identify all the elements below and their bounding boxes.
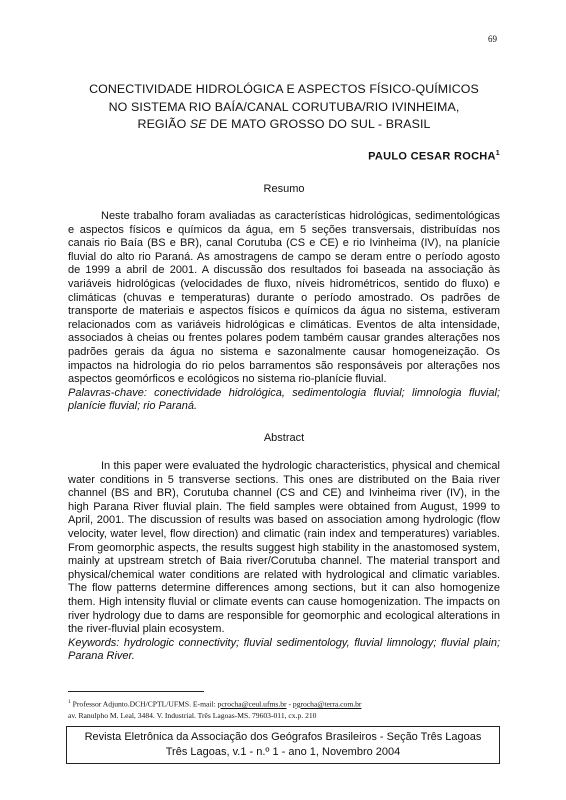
- email-link-2[interactable]: pgrocha@terra.com.br: [292, 699, 362, 709]
- journal-line-1: Revista Eletrônica da Associação dos Geógrafos Brasileiros - Seção Três Lagoas: [84, 731, 482, 743]
- email-link-1[interactable]: pcrocha@ceul.ufms.br: [217, 699, 287, 709]
- resumo-section: [68, 210, 500, 414]
- title-line-2: NO SISTEMA RIO BAÍA/CANAL CORUTUBA/RIO IVINHEIMA,: [108, 99, 460, 114]
- title-line-1: CONECTIVIDADE HIDROLÓGICA E ASPECTOS FÍSICO-QUÍMICOS: [89, 82, 479, 96]
- author-name-text: PAULO CESAR ROCHA: [368, 150, 496, 163]
- journal-info-box: [66, 726, 500, 764]
- resumo-heading: Resumo: [263, 183, 305, 195]
- footnote-line-1: [68, 697, 508, 710]
- resumo-body: Neste trabalho foram avaliadas as características hidrológicas, sedimentológicas e aspectos físicos e químicos da água, em 5 seções transversais, distribuídas nos canais rio Baía (BS e BR), canal Corutuba (CS e CE) e rio Ivinheima (IV), na planície fluvial do alto rio Paraná. As amostragens de campo se deram entre o período agosto de 1999 a abril de 2001. A discussão dos resultados foi baseada na associação às variáveis hidrológicas (velocidades de fluxo, níveis hidrométricos, sentido do fluxo) e climáticas (chuvas e temperaturas) durante o período amostrado. Os padrões de transporte de materiais e aspectos físicos e químicos da água no sistema, estiveram relacionados com as variáveis hidrológicas e climáticas. Eventos de alta intensidade, associados à cheias ou frentes polares podem também causar grandes alterações nos padrões gerais da água no sistema e sazonalmente causar homogeneização. Os impactos na hidrologia do rio pelos barramentos são responsáveis por alterações nos aspectos geomórficos e ecológicos no sistema rio-planície fluvial.: [68, 210, 500, 386]
- title-line-3-italic: SE: [189, 117, 207, 131]
- resumo-keywords: Palavras-chave: conectividade hidrológica, sedimentologia fluvial; limnologia fluvial; planície fluvial; rio Paraná.: [68, 386, 500, 413]
- abstract-heading: Abstract: [263, 432, 305, 444]
- abstract-keywords: Keywords: hydrologic connectivity; fluvial sedimentology, fluvial limnology; fluvial plain; Parana River.: [68, 636, 500, 663]
- abstract-section: [68, 460, 500, 664]
- page-number: 69: [488, 34, 497, 44]
- paper-title: [60, 81, 508, 134]
- footnote-mark: 1: [68, 699, 71, 705]
- title-line-3-suffix: DE MATO GROSSO DO SUL - BRASIL: [206, 117, 431, 131]
- title-line-3-prefix: REGIÃO: [137, 117, 190, 131]
- footnote-address: av. Ranulpho M. Leal, 3484. V. Industrial. Três Lagoas-MS. 79603-011, cx.p. 210: [68, 710, 317, 720]
- author-name: [340, 150, 500, 163]
- author-footnote-mark: 1: [495, 150, 500, 157]
- abstract-body: In this paper were evaluated the hydrologic characteristics, physical and chemical water conditions in 5 transverse sections. This ones are distributed on the Baia river channel (BS and BR), Corutuba channel (CS and CE) and Ivinheima river (IV), in the high Parana River fluvial plain. The field samples were obtained from August, 1999 to April, 2001. The discussion of results was based on association among hydrologic (flow velocity, water level, flow direction) and climatic (rain index and temperatures) variables. From geomorphic aspects, the results suggest high stability in the anastomosed system, mainly at upstream stretch of Baia river/Corutuba channel. The material transport and physical/chemical water conditions are related with hydrological and climatic variables. The flow patterns determine differences among sections, but it can also homogenize them. High intensity fluvial or climate events can cause homogenization. The impacts on river hydrology due to dams are responsible for geomorphic and ecological alterations in the river-fluvial plain ecosystem.: [68, 460, 500, 636]
- footnote-separator: -: [286, 699, 293, 709]
- footnote: [68, 697, 508, 721]
- footnote-rule: [68, 691, 204, 692]
- title-line-3: [60, 116, 508, 134]
- footnote-prefix: Professor Adjunto.DCH/CPTL/UFMS. E-mail:: [70, 699, 218, 709]
- journal-line-2: Três Lagoas, v.1 - n.º 1 - ano 1, Novembro 2004: [165, 746, 401, 758]
